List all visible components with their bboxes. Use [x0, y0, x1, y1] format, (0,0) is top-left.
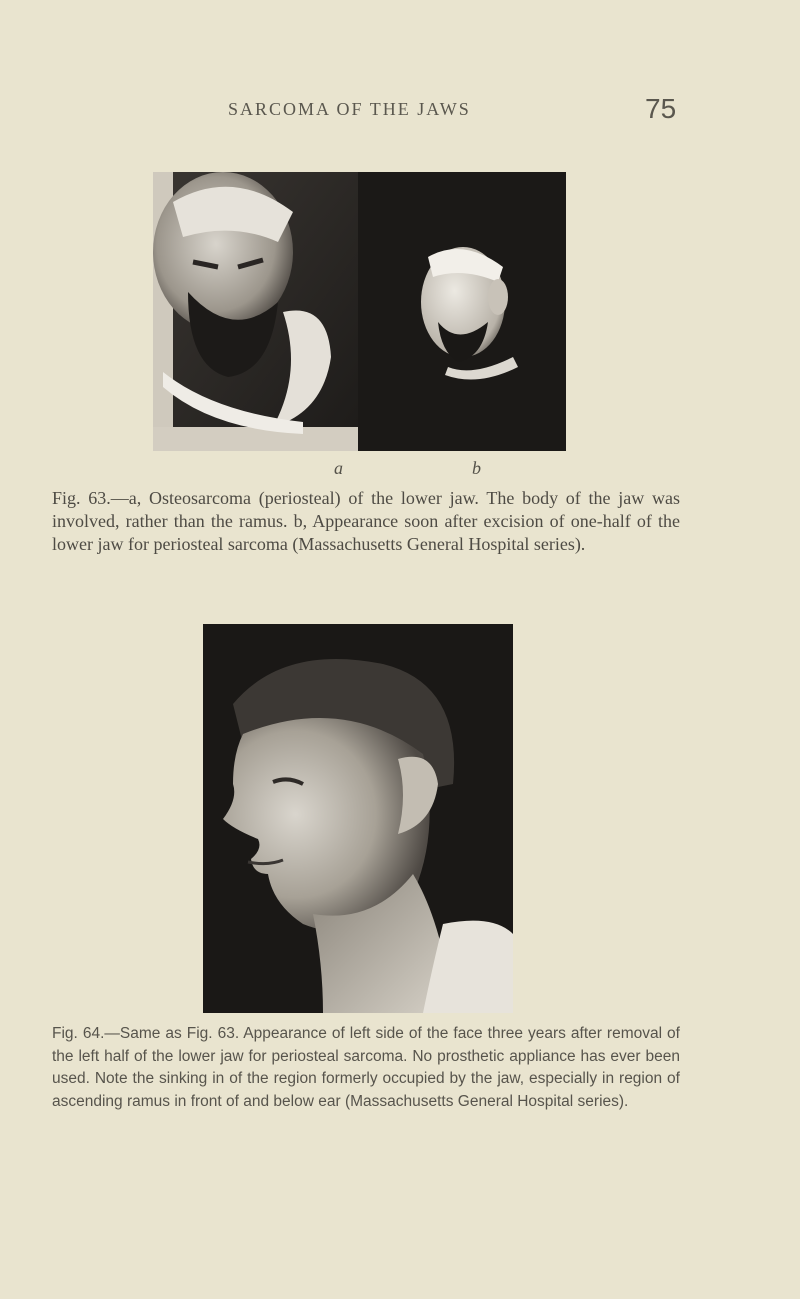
figure-64-caption-label: Fig. 64.: [52, 1025, 105, 1042]
figure-64-caption-text: —Same as Fig. 63. Appearance of left side of the face three years after removal of the left half of the lower jaw for periosteal sarcoma. No prosthetic appliance has ever been used. Note the sinking in of the region formerly occupied by the jaw, especially in region of ascending ramus in front of and below ear (Massachusetts General Hospital series).: [52, 1025, 680, 1110]
figure-63-caption: [52, 487, 680, 556]
running-title: SARCOMA OF THE JAWS: [228, 99, 471, 119]
figure-64-photo-image: [203, 624, 513, 1013]
page-header: [0, 93, 800, 133]
figure-64-caption: [52, 1023, 680, 1113]
figure-63-caption-text: —a, Osteosarcoma (periosteal) of the lower jaw. The body of the jaw was involved, rather than the ramus. b, Appearance soon after excision of one-half of the lower jaw for periosteal sarcoma (Massachusetts General Hospital series).: [52, 488, 681, 554]
figure-63-panel-a-label: a: [334, 458, 343, 478]
figure-63-photograph: [153, 172, 566, 451]
figure-63-panel-b-label: b: [472, 458, 481, 478]
figure-63-photo-image: [153, 172, 566, 451]
figure-64-photograph: [203, 624, 513, 1013]
figure-63-caption-label: Fig. 63.: [52, 488, 111, 508]
page-number: 75: [645, 93, 677, 124]
